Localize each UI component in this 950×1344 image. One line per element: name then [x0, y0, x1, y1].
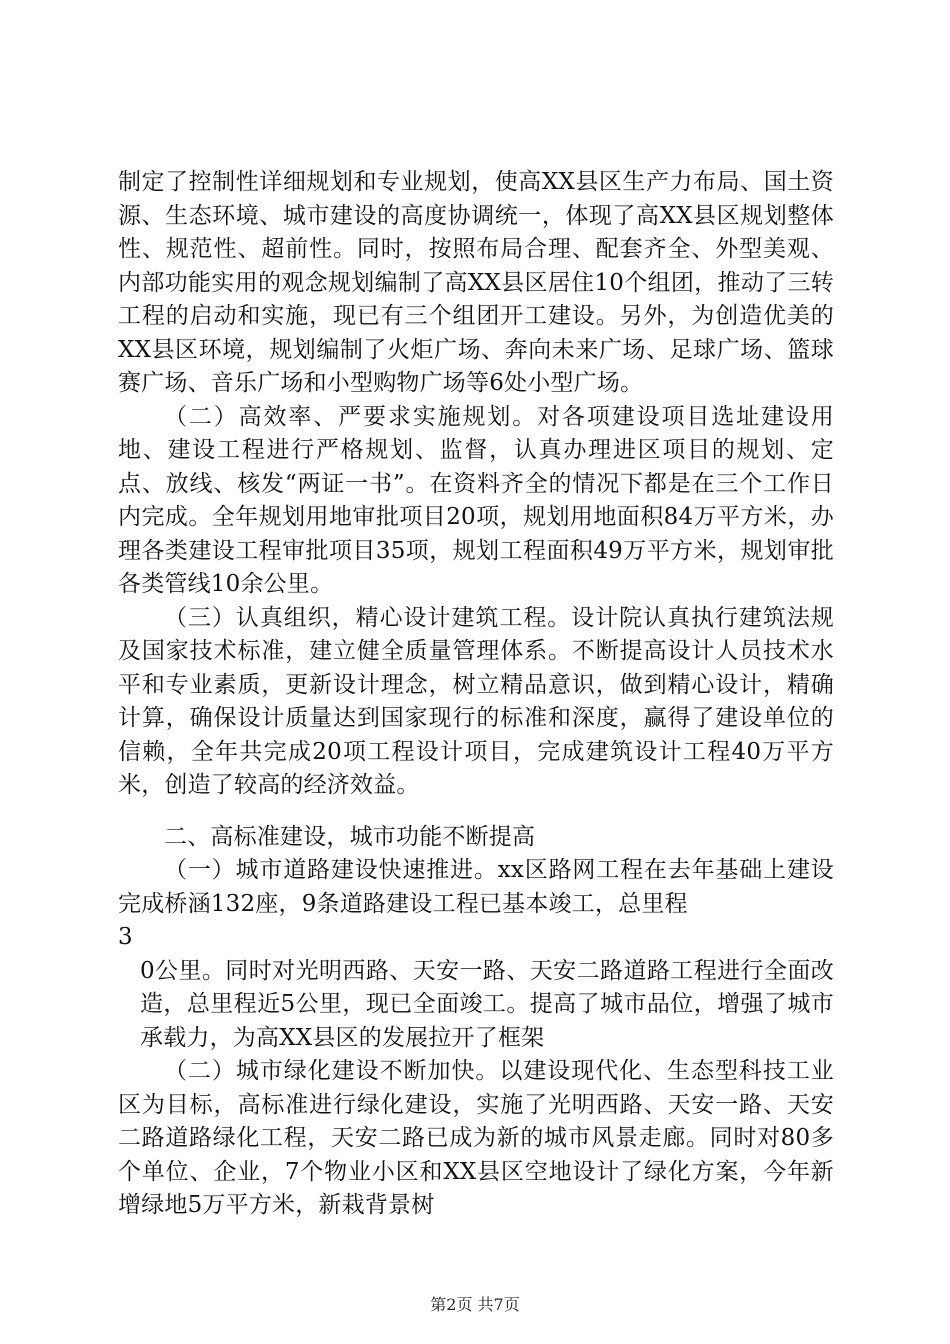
paragraph-fragment-digit: 3: [118, 924, 133, 950]
paragraph-planning-implementation: （二）高效率、严要求实施规划。对各项建设项目选址建设用地、建设工程进行严格规划、监督，认真办理进区项目的规划、定点、放线、核发“两证一书”。在资料齐全的情况下都是在三个工作日内完成。全年规划用地审批项目20项，规划用地面积84万平方米，办理各类建设工程审批项目35项，规划工程面积49万平方米，规划审批各类管线10余公里。: [118, 403, 834, 597]
paragraph-greening: （二）城市绿化建设不断加快。以建设现代化、生态型科技工业区为目标，高标准进行绿化建设，实施了光明西路、天安一路、天安二路道路绿化工程，天安二路已成为新的城市风景走廊。同时对80多个单位、企业，7个物业小区和XX县区空地设计了绿化方案，今年新增绿地5万平方米，新栽背景树: [118, 1058, 834, 1218]
page-number-footer: 第2页 共7页: [430, 1295, 520, 1314]
paragraph-planning-intro: 制定了控制性详细规划和专业规划，使高XX县区生产力布局、国土资源、生态环境、城市建设的高度协调统一，体现了高XX县区规划整体性、规范性、超前性。同时，按照布局合理、配套齐全、外型美观、内部功能实用的观念规划编制了高XX县区居住10个组团，推动了三转工程的启动和实施，现已有三个组团开工建设。另外，为创造优美的XX县区环境，规划编制了火炬广场、奔向未来广场、足球广场、篮球赛广场、音乐广场和小型购物广场等6处小型广场。: [118, 169, 834, 396]
section-heading-2: 二、高标准建设，城市功能不断提高: [164, 823, 536, 850]
paragraph-architectural-design: （三）认真组织，精心设计建筑工程。设计院认真执行建筑法规及国家技术标准，建立健全质量管理体系。不断提高设计人员技术水平和专业素质，更新设计理念，树立精品意识，做到精心设计，精确计算，确保设计质量达到国家现行的标准和深度，赢得了建设单位的信赖，全年共完成20项工程设计项目，完成建筑设计工程40万平方米，创造了较高的经济效益。: [118, 604, 834, 798]
document-body: [118, 166, 834, 1223]
paragraph-road-construction: （一）城市道路建设快速推进。xx区路网工程在去年基础上建设完成桥涵132座，9条道路建设工程已基本竣工，总里程: [118, 857, 834, 917]
paragraph-road-construction-continued: 0公里。同时对光明西路、天安一路、天安二路道路工程进行全面改造，总里程近5公里，现已全面竣工。提高了城市品位，增强了城市承载力，为高XX县区的发展拉开了框架: [140, 957, 834, 1051]
